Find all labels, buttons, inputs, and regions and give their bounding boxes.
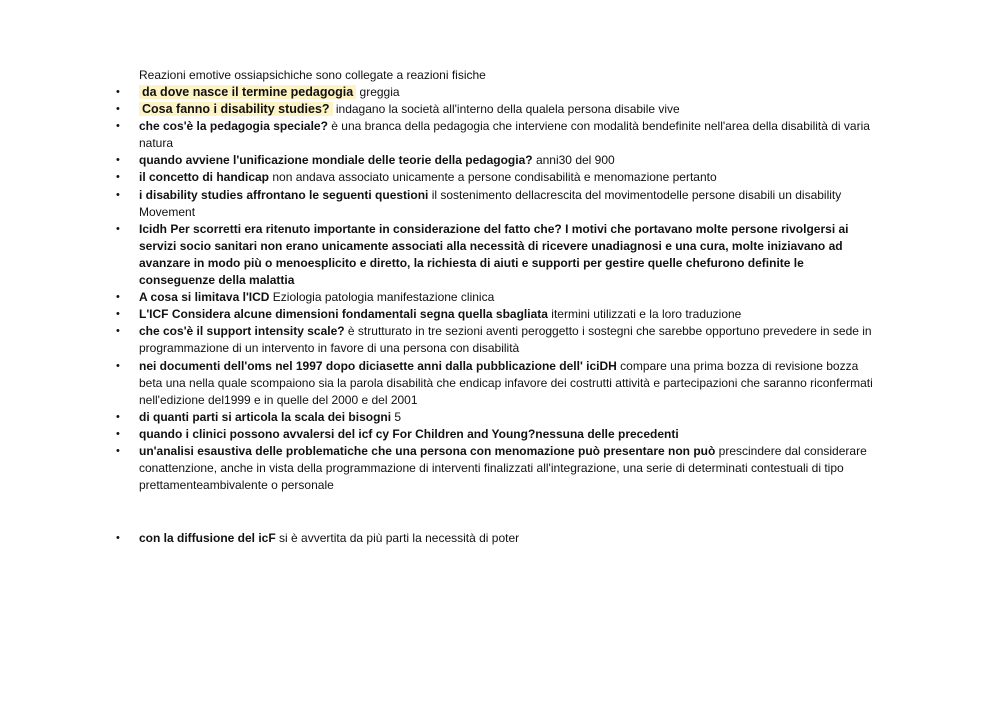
item-answer: Eziologia patologia manifestazione clinica (269, 290, 495, 305)
item-answer: anni30 del 900 (532, 153, 615, 168)
bullet-icon: • (116, 86, 120, 98)
question-list (116, 84, 879, 547)
bullet-icon: • (116, 154, 120, 167)
item-question: i disability studies affrontano le seguenti questioni (139, 187, 429, 202)
item-question: quando i clinici possono avvalersi del icf cy For Children and Young?nessuna delle precedenti (139, 426, 679, 441)
list-item (116, 530, 879, 547)
bullet-icon: • (116, 120, 120, 133)
list-item (116, 152, 879, 169)
bullet-icon: • (116, 359, 120, 372)
item-question-highlighted: da dove nasce il termine pedagogia (139, 85, 356, 99)
item-question: quando avviene l'unificazione mondiale delle teorie della pedagogia? (139, 153, 533, 168)
item-question: A cosa si limitava l'ICD (139, 290, 270, 305)
intro-line: Reazioni emotive ossiapsichiche sono collegate a reazioni fisiche (139, 68, 486, 82)
list-item (116, 101, 879, 118)
item-answer: il sostenimento dellacrescita del movimentodelle persone disabili un disability Movement (139, 187, 842, 219)
list-item (116, 306, 879, 323)
list-item (116, 187, 879, 221)
item-answer: prescindere dal considerare conattenzione, anche in vista della programmazione di interventi finalizzati all'integrazione, una serie di determinati contestuali di tipo prettamenteambivalente o personale (139, 443, 867, 493)
list-item (116, 169, 879, 186)
bullet-icon: • (116, 188, 120, 201)
item-question: un'analisi esaustiva delle problematiche che una persona con menomazione può presentare non può (139, 443, 716, 458)
list-item (116, 118, 879, 152)
item-question: di quanti parti si articola la scala dei bisogni (139, 409, 392, 424)
bullet-icon: • (116, 308, 120, 321)
bullet-icon: • (116, 171, 120, 184)
spacer (139, 494, 879, 530)
item-answer: si è avvertita da più parti la necessità di poter (275, 531, 520, 546)
item-answer: indagano la società all'interno della qualela persona disabile vive (332, 102, 680, 117)
item-answer: 5 (391, 409, 402, 424)
item-question: con la diffusione del icF (139, 531, 276, 546)
bullet-icon: • (116, 103, 120, 116)
list-item (116, 221, 879, 289)
item-question: Icidh Per scorretti era ritenuto importante in considerazione del fatto che? I motivi che portavano molte persone rivolgersi ai servizi socio sanitari non erano unicamente associati alla necessità di ricevere unadiagnosi e una cura, molte iniziavano ad avanzare in modo più o menoesplicito e diretto, la richiesta di aiuti e supporti per gestire quelle chefurono definite le conseguenze della malattia (139, 221, 849, 288)
bullet-icon: • (116, 444, 120, 457)
item-question: L'ICF Considera alcune dimensioni fondamentali segna quella sbagliata (139, 307, 548, 322)
item-answer: è strutturato in tre sezioni aventi peroggetto i sostegni che sarebbe opportuno prevedere in sede in programmazione di un intervento in favore di una persona con disabilità (139, 324, 872, 356)
item-answer: itermini utilizzati e la loro traduzione (547, 307, 742, 322)
list-item (116, 443, 879, 494)
bullet-icon: • (116, 291, 120, 304)
item-question: il concetto di handicap (139, 170, 270, 185)
item-question-highlighted: Cosa fanno i disability studies? (139, 102, 333, 116)
list-item (116, 289, 879, 306)
item-question: che cos'è la pedagogia speciale? (139, 119, 328, 134)
list-item (116, 358, 879, 409)
item-question: nei documenti dell'oms nel 1997 dopo diciasette anni dalla pubblicazione dell' iciDH (139, 358, 617, 373)
item-question: che cos'è il support intensity scale? (139, 324, 345, 339)
item-answer: greggia (356, 85, 400, 99)
bullet-icon: • (116, 222, 120, 235)
list-item (116, 409, 879, 426)
bullet-icon: • (116, 427, 120, 440)
list-item (116, 84, 879, 101)
item-answer: è una branca della pedagogia che interviene con modalità bendefinite nell'area della disabilità di varia natura (139, 119, 870, 151)
list-item (116, 426, 879, 443)
list-item (116, 323, 879, 357)
item-answer: compare una prima bozza di revisione bozza beta una nella quale scompaiono sia la parola disabilità che endicap infavore dei costrutti attività e partecipazioni che saranno riconfermati nell'edizione del1999 e in quelle del 2000 e del 2001 (139, 358, 873, 407)
bullet-icon: • (116, 325, 120, 338)
bullet-icon: • (116, 532, 120, 545)
item-answer: non andava associato unicamente a persone condisabilità e menomazione pertanto (269, 170, 717, 185)
bullet-icon: • (116, 410, 120, 423)
